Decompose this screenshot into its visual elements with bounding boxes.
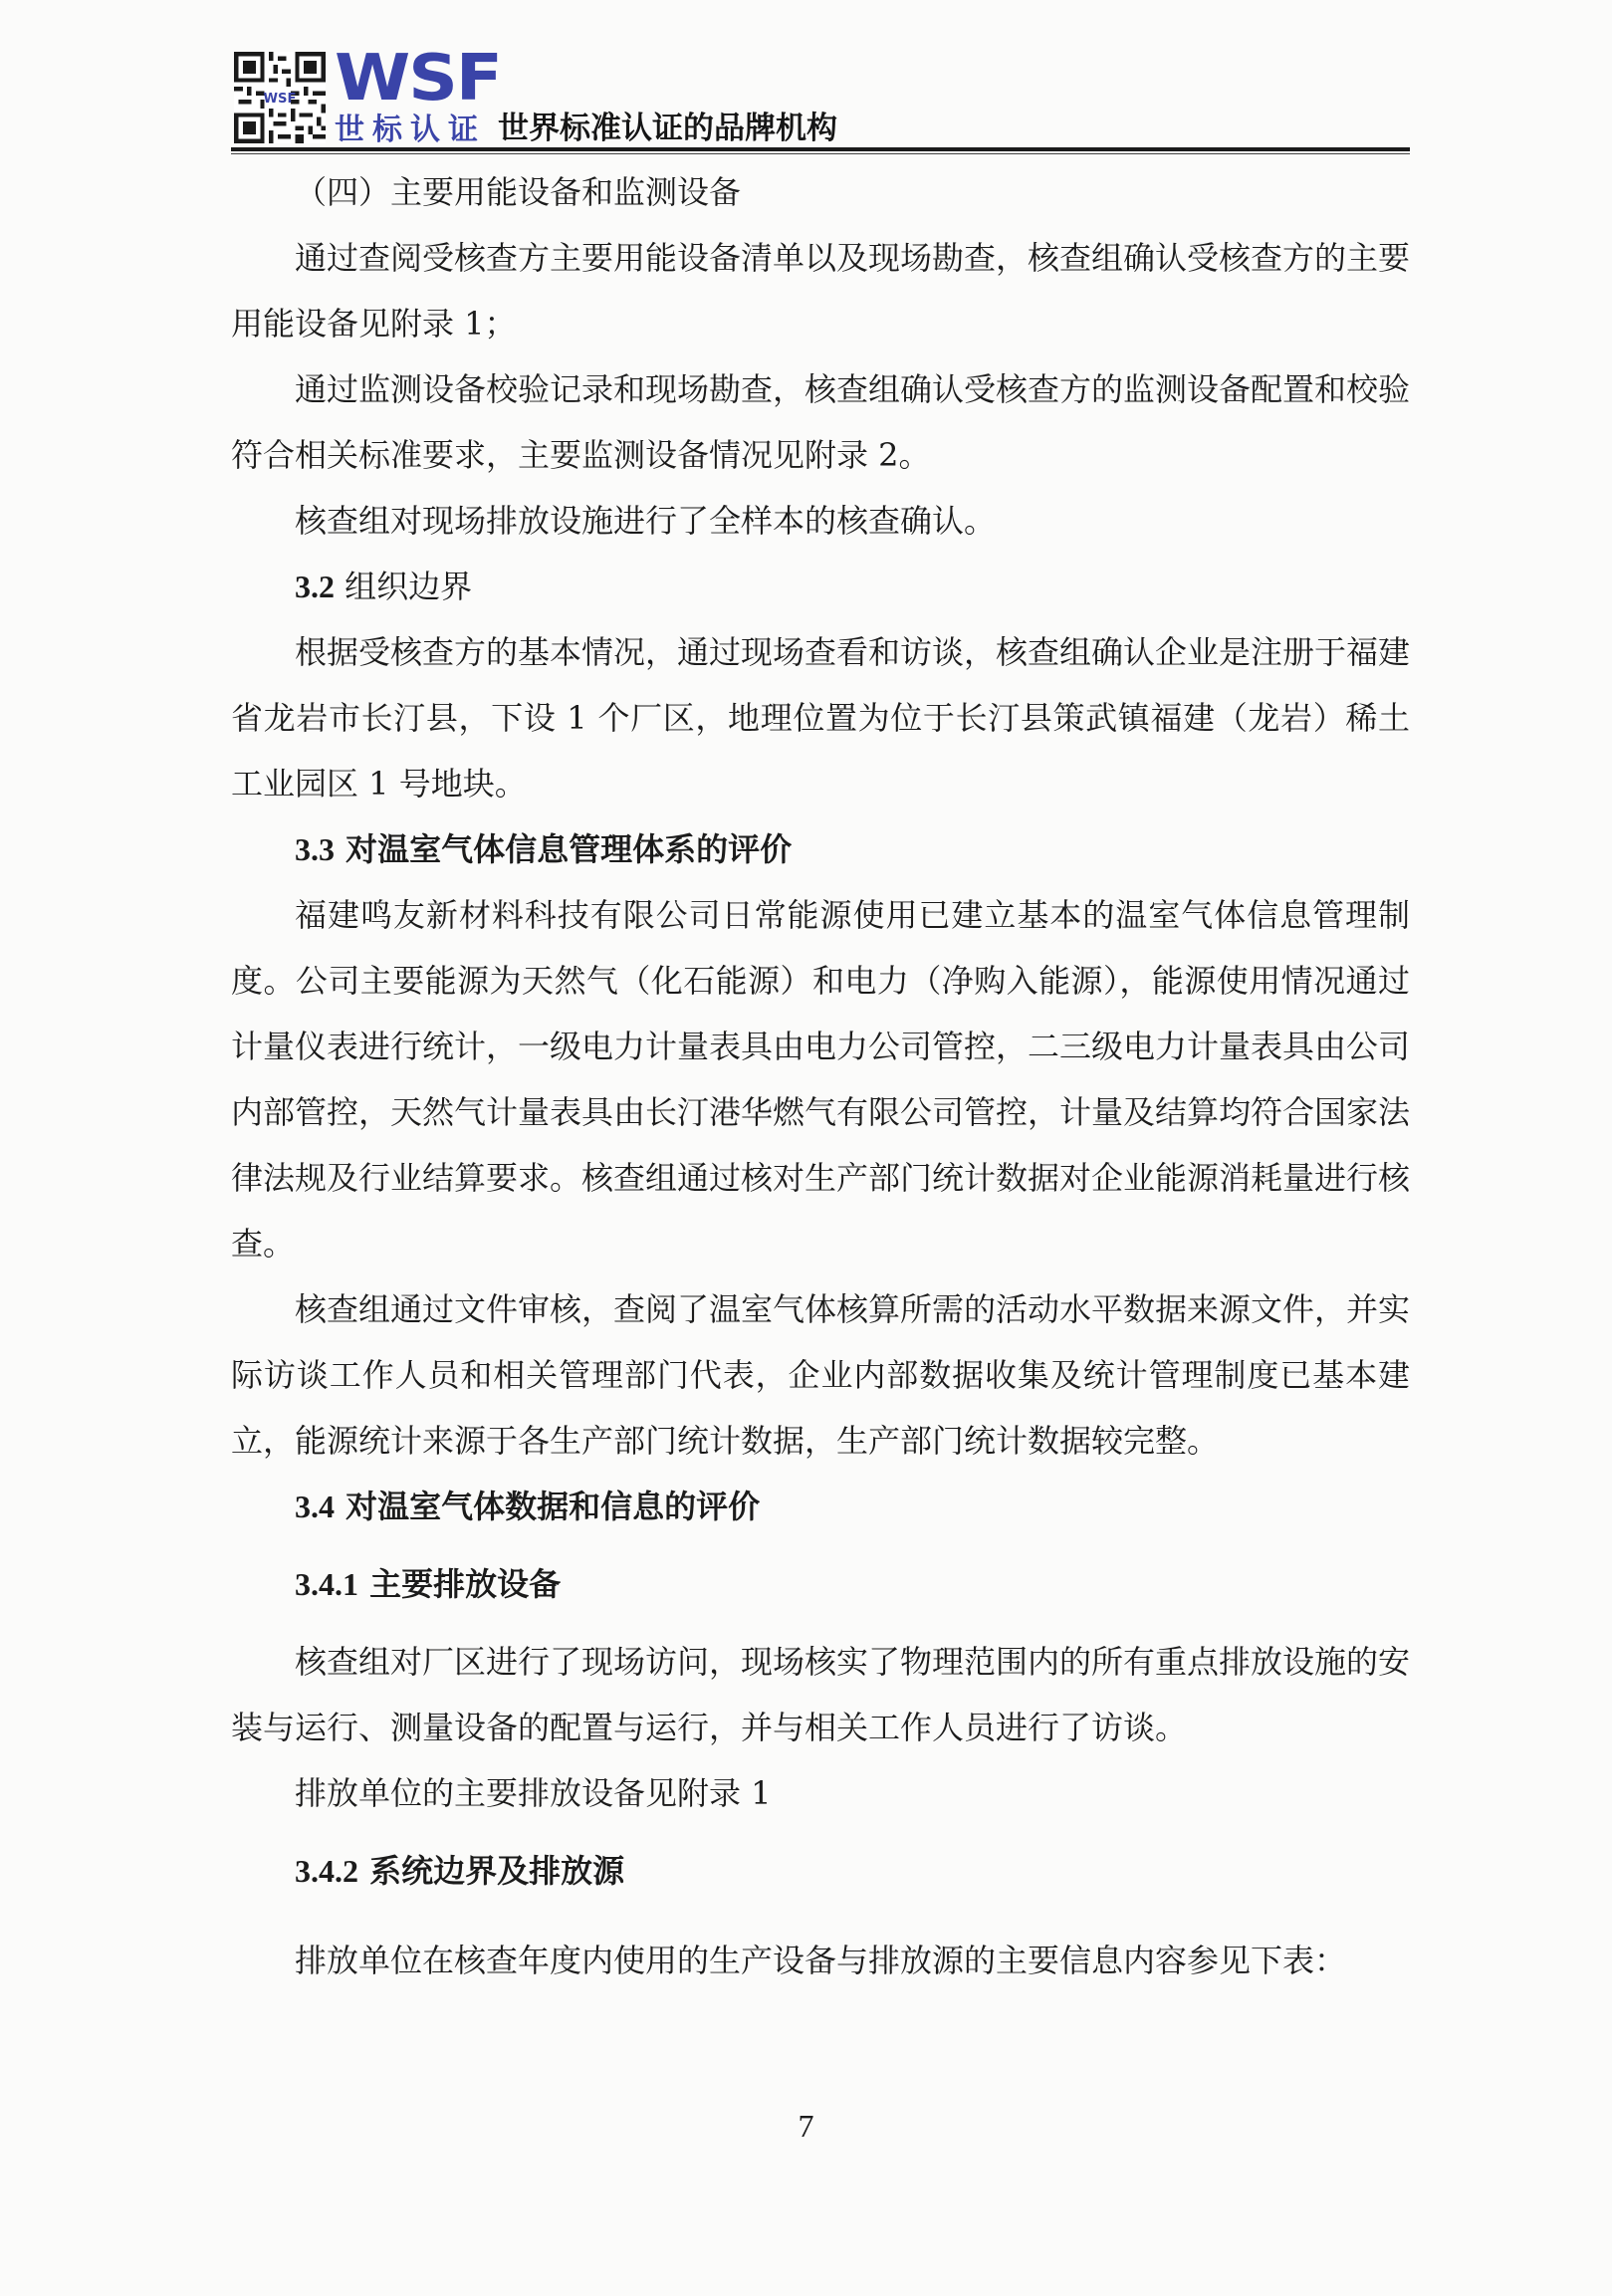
qr-code-icon <box>234 52 326 143</box>
svg-text:WSF: WSF <box>263 91 297 107</box>
section-3-2-paragraph: 根据受核查方的基本情况，通过现场查看和访谈，核查组确认企业是注册于福建省龙岩市长汀县，下设 1 个厂区，地理位置为位于长汀县策武镇福建（龙岩）稀土工业园区 1 号地块。 <box>231 633 1411 803</box>
section-3-4-1-paragraph-2: 排放单位的主要排放设备见附录 1 <box>295 1774 772 1812</box>
section-4-paragraph-2: 通过监测设备校验记录和现场勘查，核查组确认受核查方的监测设备配置和校验符合相关标准要求，主要监测设备情况见附录 2。 <box>231 370 1411 474</box>
header-rule <box>231 147 1410 151</box>
section-3-2-title: 组织边界 <box>345 568 473 605</box>
section-3-3-heading <box>231 816 1410 882</box>
section-4-title-text: （四）主要用能设备和监测设备 <box>295 173 742 211</box>
page-number: 7 <box>798 2108 814 2144</box>
brand-logo-text: WSF <box>335 42 501 115</box>
section-3-4-2-title: 系统边界及排放源 <box>369 1852 625 1890</box>
header-rule-thin <box>231 153 1410 154</box>
section-3-4-2-paragraph: 排放单位在核查年度内使用的生产设备与排放源的主要信息内容参见下表： <box>295 1942 1347 1979</box>
section-4-paragraph-1: 通过查阅受核查方主要用能设备清单以及现场勘查，核查组确认受核查方的主要用能设备见附录 1； <box>231 239 1411 343</box>
section-3-2-heading <box>231 554 1410 619</box>
section-4-paragraph-3: 核查组对现场排放设施进行了全样本的核查确认。 <box>295 502 997 540</box>
section-3-3-title: 对温室气体信息管理体系的评价 <box>345 830 793 868</box>
section-3-4-1-heading <box>231 1551 1410 1617</box>
brand-logo-cn: 世标认证 <box>335 113 486 147</box>
section-3-4-1-paragraph-1: 核查组对厂区进行了现场访问，现场核实了物理范围内的所有重点排放设施的安装与运行、测量设备的配置与运行，并与相关工作人员进行了访谈。 <box>231 1643 1411 1746</box>
section-3-4-number: 3.4 <box>295 1489 335 1524</box>
brand-slogan: 世界标准认证的品牌机构 <box>498 111 837 146</box>
section-3-3-number: 3.3 <box>295 831 335 867</box>
section-3-3-paragraph-2: 核查组通过文件审核，查阅了温室气体核算所需的活动水平数据来源文件，并实际访谈工作人员和相关管理部门代表，企业内部数据收集及统计管理制度已基本建立，能源统计来源于各生产部门统计数据，生产部门统计数据较完整。 <box>231 1290 1411 1460</box>
section-3-4-1-number: 3.4.1 <box>295 1566 358 1602</box>
page-content <box>231 159 1410 1993</box>
section-3-4-title: 对温室气体数据和信息的评价 <box>345 1488 761 1525</box>
section-4-title <box>231 159 1410 225</box>
section-3-2-number: 3.2 <box>295 569 335 604</box>
page-header <box>231 42 1410 151</box>
section-3-3-paragraph-1: 福建鸣友新材料科技有限公司日常能源使用已建立基本的温室气体信息管理制度。公司主要能源为天然气（化石能源）和电力（净购入能源），能源使用情况通过计量仪表进行统计，一级电力计量表具由电力公司管控，二三级电力计量表具由公司内部管控，天然气计量表具由长汀港华燃气有限公司管控，计量及结算均符合国家法律法规及行业结算要求。核查组通过核对生产部门统计数据对企业能源消耗量进行核查。 <box>231 896 1411 1263</box>
section-3-4-2-number: 3.4.2 <box>295 1853 358 1889</box>
section-3-4-2-heading <box>231 1838 1410 1904</box>
section-3-4-1-title: 主要排放设备 <box>369 1565 562 1603</box>
section-3-4-heading <box>231 1474 1410 1539</box>
